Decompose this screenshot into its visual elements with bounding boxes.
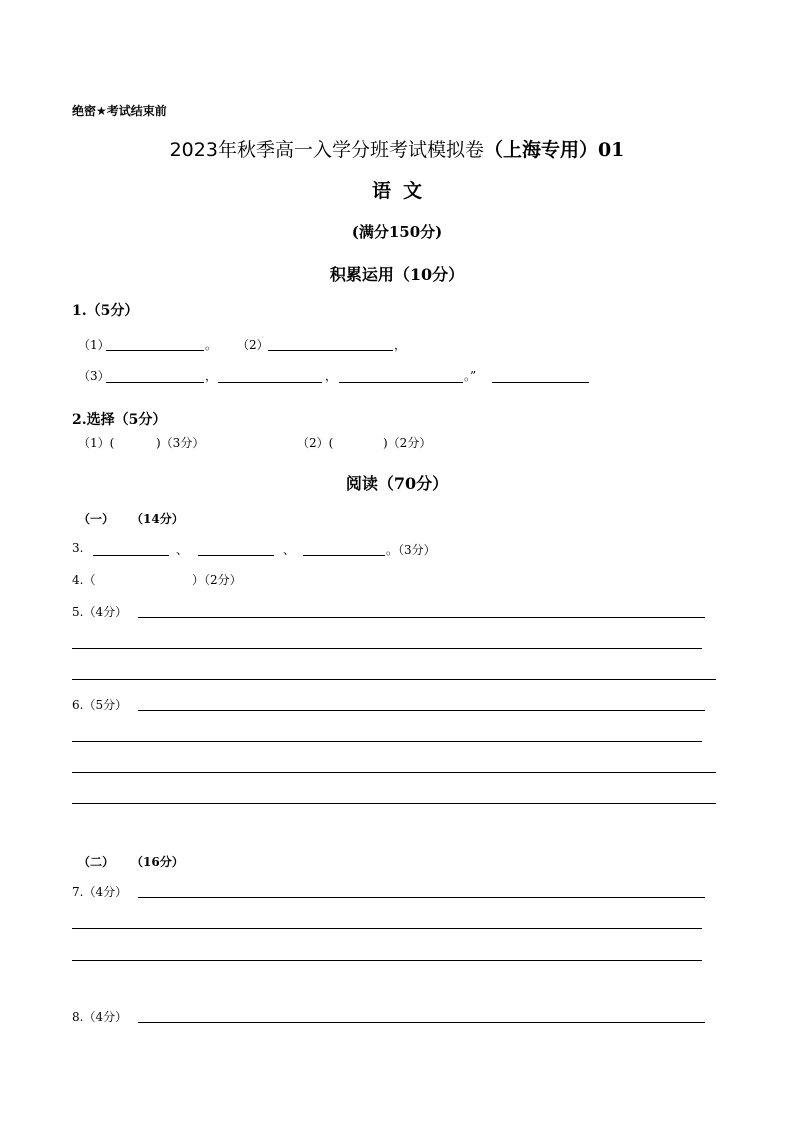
q3-separator-1: 、: [176, 543, 189, 557]
q3-ending: 。（3分）: [386, 543, 436, 557]
exam-title-suffix: （上海专用）01: [483, 139, 625, 161]
q8-label: 8.（4分）: [72, 1010, 128, 1024]
q4-open: 4.（: [72, 573, 96, 587]
part-2-label: （二）: [78, 855, 115, 869]
q1-comma-1: ，: [394, 338, 407, 352]
full-score: (满分150分): [351, 223, 443, 241]
q5-answer-line-2[interactable]: [72, 648, 702, 649]
q5-answer-line-1[interactable]: [138, 617, 705, 618]
part-1-label: （一）: [78, 512, 115, 526]
q3-blank-3[interactable]: [303, 555, 385, 556]
q1-comma-2: ，: [205, 369, 218, 383]
q1-blank-4[interactable]: [218, 382, 322, 383]
question-1-heading: 1.（5分）: [72, 303, 139, 319]
confidential-mark: 绝密★考试结束前: [72, 104, 167, 118]
q6-answer-line-2[interactable]: [72, 741, 702, 742]
q1-blank-3[interactable]: [106, 382, 204, 383]
q6-label: 6.（5分）: [72, 698, 128, 712]
part-1-score: （14分）: [131, 512, 184, 526]
q4-close: ）（2分）: [192, 573, 242, 587]
q1-period-1: 。: [205, 338, 218, 352]
section-title-accumulation: 积累运用（10分）: [329, 265, 465, 284]
q1-comma-3: ，: [325, 369, 338, 383]
exam-title-main: 2023年秋季高一入学分班考试模拟卷: [169, 139, 484, 161]
q1-blank-6[interactable]: [492, 382, 589, 383]
q6-answer-line-3[interactable]: [72, 772, 716, 773]
q2-item-2-close: )（2分）: [383, 436, 432, 450]
q3-blank-1[interactable]: [93, 555, 169, 556]
q3-separator-2: 、: [283, 543, 296, 557]
q7-answer-line-2[interactable]: [72, 928, 702, 929]
q2-item-1-close: )（3分）: [156, 436, 205, 450]
q6-answer-line-4[interactable]: [72, 803, 716, 804]
q1-item-1-label: （1）: [78, 338, 110, 352]
q3-blank-2[interactable]: [198, 555, 274, 556]
q5-label: 5.（4分）: [72, 605, 128, 619]
q5-answer-line-3[interactable]: [72, 679, 716, 680]
q1-item-2-label: （2）: [237, 338, 269, 352]
q1-blank-1[interactable]: [106, 350, 204, 351]
q1-item-3-label: （3）: [78, 369, 110, 383]
q1-close-quote: 。”: [464, 369, 477, 383]
q7-label: 7.（4分）: [72, 885, 128, 899]
part-2-score: （16分）: [131, 855, 184, 869]
question-2-heading: 2.选择（5分）: [72, 412, 167, 428]
q1-blank-5[interactable]: [339, 382, 463, 383]
section-title-reading: 阅读（70分）: [345, 474, 449, 493]
subject-title: 语文: [371, 180, 434, 202]
q2-item-2-open: （2）(: [297, 436, 334, 450]
q3-number: 3.: [72, 541, 84, 555]
q6-answer-line-1[interactable]: [138, 710, 705, 711]
q2-item-1-open: （1）(: [78, 436, 115, 450]
q1-blank-2[interactable]: [268, 350, 393, 351]
exam-title: [0, 135, 794, 162]
q8-answer-line-1[interactable]: [138, 1022, 705, 1023]
q7-answer-line-3[interactable]: [72, 960, 702, 961]
q7-answer-line-1[interactable]: [138, 897, 705, 898]
